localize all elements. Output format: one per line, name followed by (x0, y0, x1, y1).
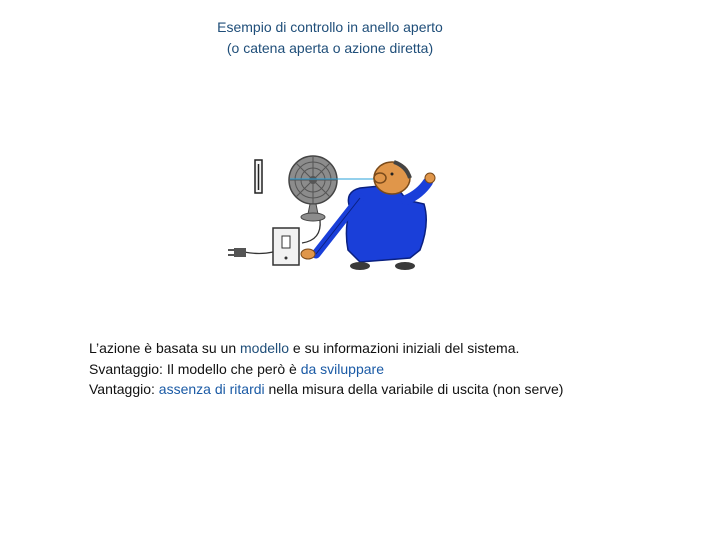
body-line-2-text: Svantaggio: Il modello che però è (89, 360, 301, 377)
body-line-3-end: nella misura della variabile di uscita (non serve) (264, 381, 564, 397)
fan-icon (289, 156, 337, 221)
highlight-assenza-di-ritardi: assenza di ritardi (158, 381, 265, 397)
thermometer-icon (255, 160, 262, 193)
plug-icon (228, 248, 273, 257)
title-line-2: (o catena aperta o azione diretta) (226, 40, 434, 56)
wall-switch-icon (273, 228, 299, 265)
slide-body-text (89, 338, 629, 400)
body-line-1-end: e su informazioni iniziali del sistema. (289, 340, 520, 356)
title-line-1: Esempio di controllo in anello aperto (217, 19, 443, 35)
open-loop-illustration (220, 150, 460, 275)
body-line-2 (89, 359, 629, 380)
body-line-1 (89, 338, 629, 359)
body-line-3-text: Vantaggio: (89, 381, 159, 397)
body-line-1-text: L’azione è basata su un (89, 340, 241, 356)
slide-title (150, 17, 510, 59)
body-line-3 (89, 379, 629, 400)
highlight-da-sviluppare: da sviluppare (300, 360, 384, 377)
fan-cable (302, 220, 320, 243)
highlight-modello: modello (240, 340, 290, 356)
